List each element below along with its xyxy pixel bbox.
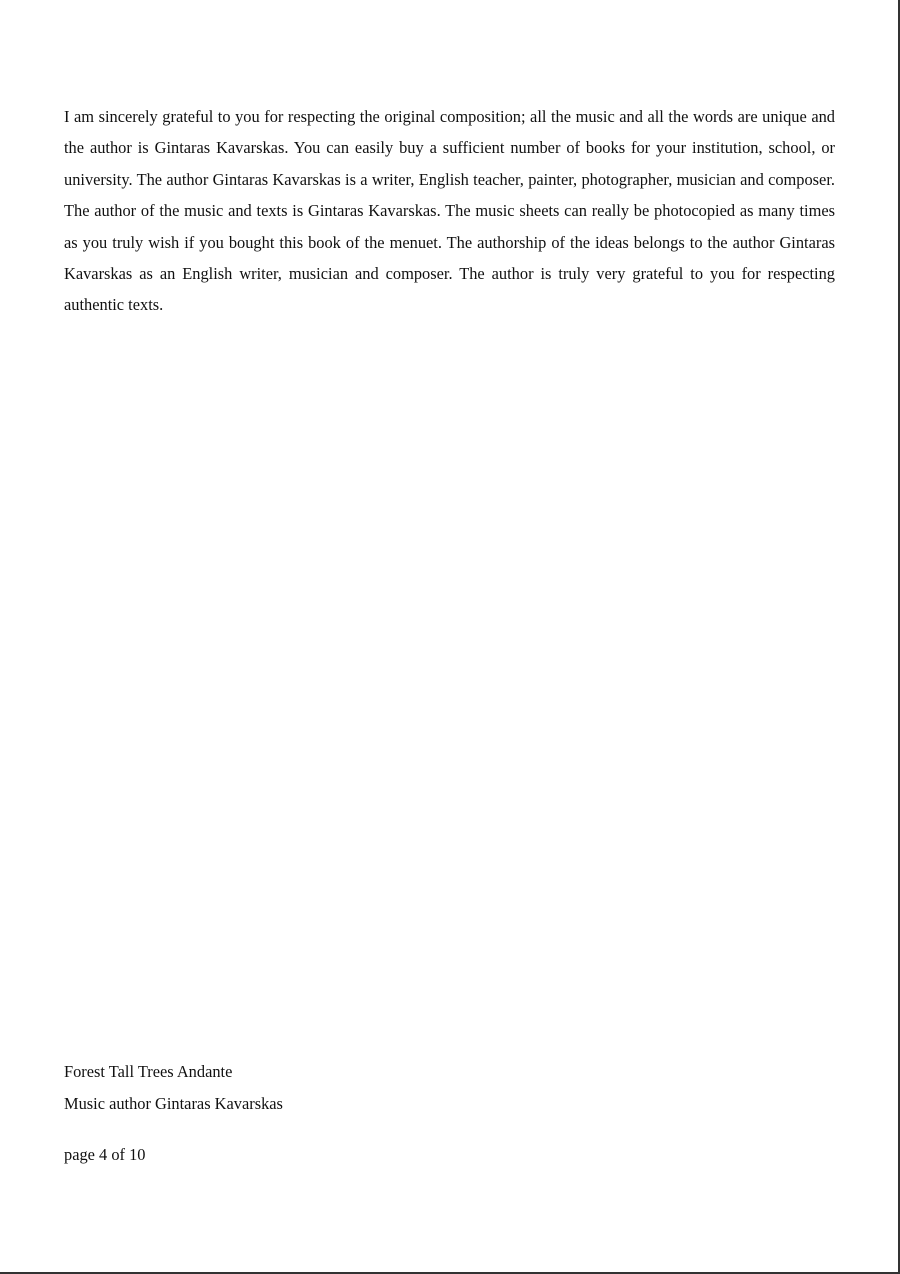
music-author-line: Music author Gintaras Kavarskas bbox=[64, 1093, 283, 1113]
body-paragraph: I am sincerely grateful to you for respecting the original composition; all the music and all the words are unique and the author is Gintaras Kavarskas. You can easily buy a sufficient number of books for your institution, school, or university. The author Gintaras Kavarskas is a writer, English teacher, painter, photographer, musician and composer. The author of the music and texts is Gintaras Kavarskas. The music sheets can really be photocopied as many times as you truly wish if you bought this book of the menuet. The authorship of the ideas belongs to the author Gintaras Kavarskas as an English writer, musician and composer. The author is truly very grateful to you for respecting authentic texts. bbox=[64, 107, 835, 315]
piece-title: Forest Tall Trees Andante bbox=[64, 1062, 233, 1081]
page-number: page 4 of 10 bbox=[64, 1145, 146, 1164]
footer-block bbox=[64, 1056, 664, 1119]
